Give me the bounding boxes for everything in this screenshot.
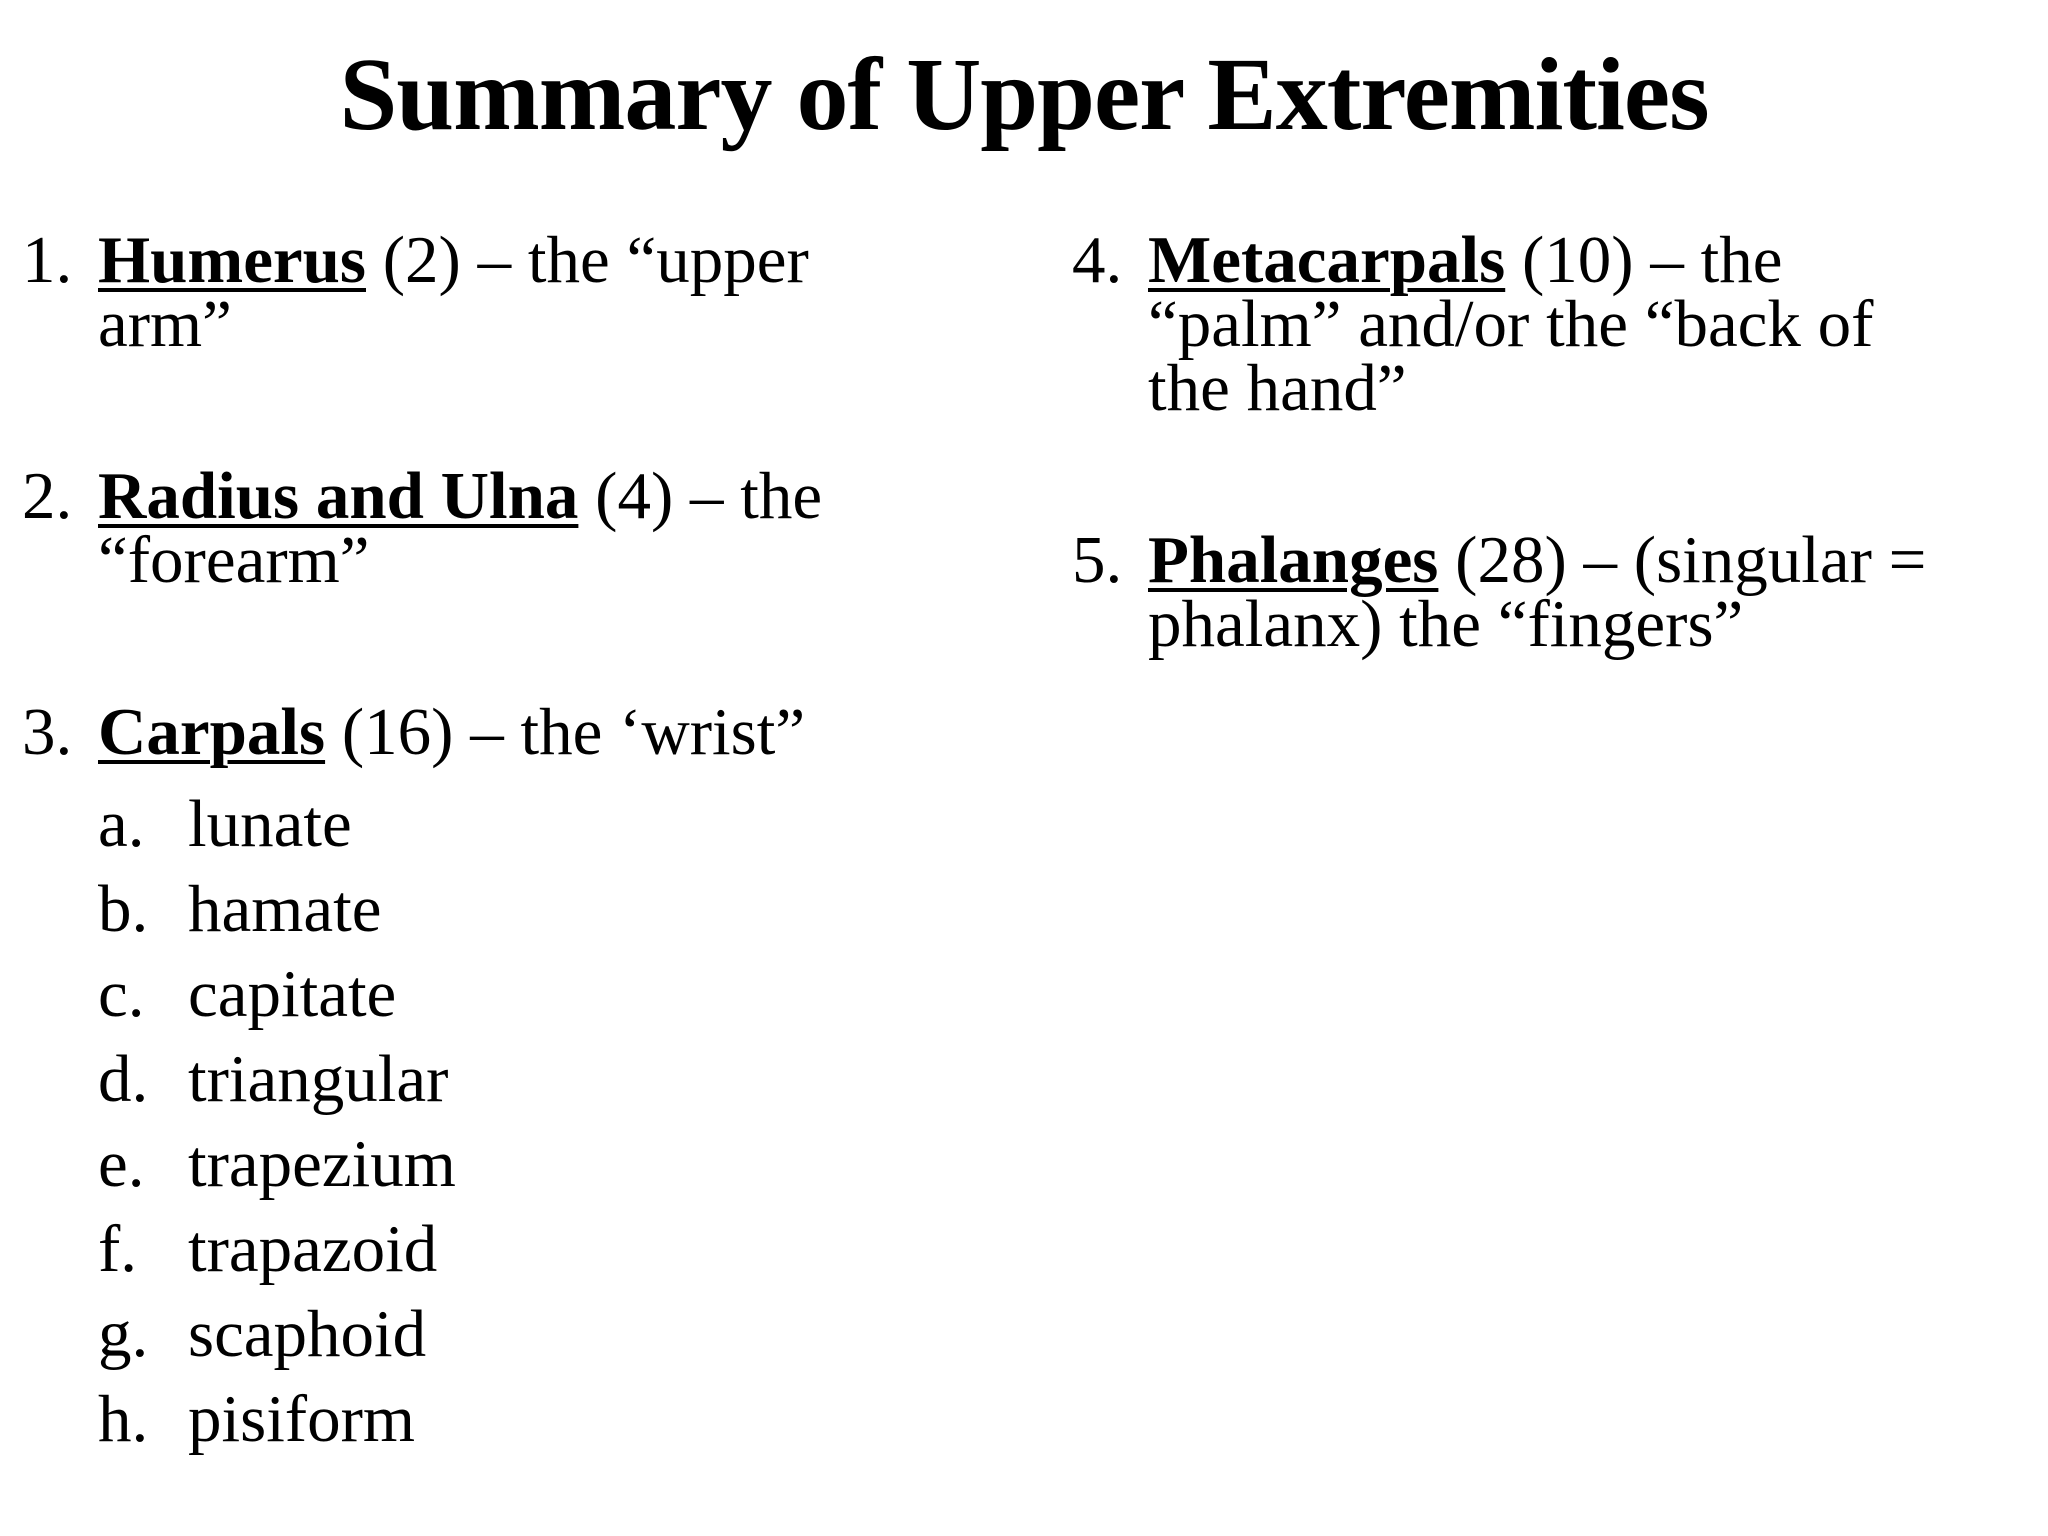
sub-letter: f. — [98, 1212, 138, 1286]
item-description-cont: “palm” and/or the “back of — [1148, 287, 1874, 361]
item-body — [1148, 523, 2032, 661]
item-description-cont: “forearm” — [98, 523, 370, 597]
item-number: 5. — [1072, 523, 1123, 597]
item-description-cont: the hand” — [1148, 351, 1407, 425]
sub-text: hamate — [188, 872, 382, 946]
item-body — [1148, 223, 2032, 425]
carpals-sub-list — [98, 782, 982, 1462]
sub-list-item — [98, 782, 982, 867]
item-description: (28) – (singular = — [1438, 523, 1927, 597]
sub-letter: d. — [98, 1042, 149, 1116]
sub-text: trapezium — [188, 1127, 456, 1201]
list-item-humerus — [22, 223, 982, 361]
term-carpals: Carpals — [98, 695, 326, 769]
item-description-cont: arm” — [98, 287, 232, 361]
sub-text: capitate — [188, 957, 397, 1031]
list-item-carpals — [22, 695, 982, 1462]
sub-list-item — [98, 1207, 982, 1292]
term-humerus: Humerus — [98, 223, 366, 297]
sub-letter: a. — [98, 787, 145, 861]
sub-list-item — [98, 1377, 982, 1462]
item-description: (16) – the ‘wrist” — [325, 695, 806, 769]
sub-text: lunate — [188, 787, 352, 861]
slide-title: Summary of Upper Extremities — [339, 37, 1709, 152]
sub-text: scaphoid — [188, 1297, 427, 1371]
sub-list-item — [98, 952, 982, 1037]
item-description: (4) – the — [578, 459, 823, 533]
item-description: (10) – the — [1505, 223, 1783, 297]
list-item-radius-ulna — [22, 459, 982, 597]
sub-letter: b. — [98, 872, 149, 946]
sub-letter: c. — [98, 957, 145, 1031]
term-radius-and-ulna: Radius and Ulna — [98, 459, 579, 533]
item-description-cont: phalanx) the “fingers” — [1148, 587, 1744, 661]
item-body — [98, 695, 982, 769]
item-number: 2. — [22, 459, 73, 533]
sub-list-item — [98, 1292, 982, 1377]
sub-text: pisiform — [188, 1382, 416, 1456]
sub-letter: h. — [98, 1382, 149, 1456]
sub-text: triangular — [188, 1042, 449, 1116]
item-body — [98, 459, 982, 597]
sub-letter: e. — [98, 1127, 145, 1201]
item-description: (2) – the “upper — [366, 223, 809, 297]
sub-list-item — [98, 867, 982, 952]
sub-list-item — [98, 1122, 982, 1207]
item-number: 4. — [1072, 223, 1123, 297]
list-item-phalanges — [1072, 523, 2032, 661]
term-phalanges: Phalanges — [1148, 523, 1439, 597]
sub-letter: g. — [98, 1297, 149, 1371]
item-number: 1. — [22, 223, 73, 297]
item-number: 3. — [22, 695, 73, 769]
sub-list-item — [98, 1037, 982, 1122]
sub-text: trapazoid — [188, 1212, 438, 1286]
item-body — [98, 223, 982, 361]
list-item-metacarpals — [1072, 223, 2032, 425]
term-metacarpals: Metacarpals — [1148, 223, 1506, 297]
